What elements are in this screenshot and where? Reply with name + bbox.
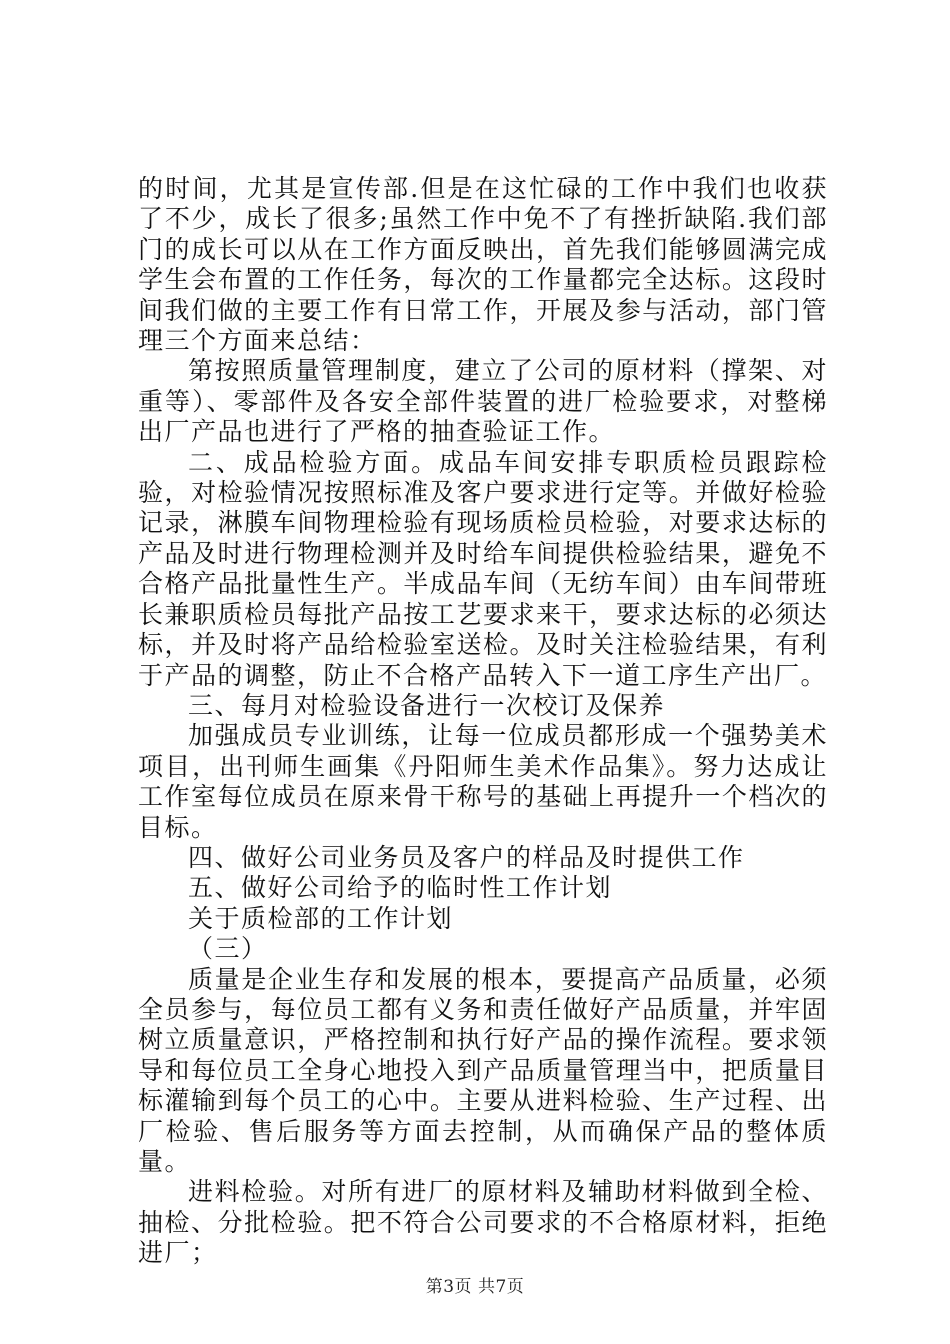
paragraph-9: （三）	[188, 934, 268, 964]
document-body	[138, 174, 828, 1269]
paragraph-5: 加强成员专业训练，让每一位成员都形成一个强势美术项目，出刊师生画集《丹阳师生美术作品集》。努力达成让工作室每位成员在原来骨干称号的基础上再提升一个档次的目标。	[138, 721, 828, 842]
paragraph-10: 质量是企业生存和发展的根本，要提高产品质量，必须全员参与，每位员工都有义务和责任做好产品质量，并牢固树立质量意识，严格控制和执行好产品的操作流程。要求领导和每位员工全身心地投入到产品质量管理当中，把质量目标灌输到每个员工的心中。主要从进料检验、生产过程、出厂检验、售后服务等方面去控制，从而确保产品的整体质量。	[138, 964, 828, 1176]
paragraph-4: 三、每月对检验设备进行一次校订及保养	[188, 690, 666, 720]
page-footer: 第3页 共7页	[425, 1277, 525, 1297]
paragraph-6: 四、做好公司业务员及客户的样品及时提供工作	[188, 842, 745, 872]
paragraph-3: 二、成品检验方面。成品车间安排专职质检员跟踪检验，对检验情况按照标准及客户要求进行定等。并做好检验记录，淋膜车间物理检验有现场质检员检验，对要求达标的产品及时进行物理检测并及时给车间提供检验结果，避免不合格产品批量性生产。半成品车间（无纺车间）由车间带班长兼职质检员每批产品按工艺要求来干，要求达标的必须达标，并及时将产品给检验室送检。及时关注检验结果，有利于产品的调整，防止不合格产品转入下一道工序生产出厂。	[138, 447, 828, 690]
paragraph-7: 五、做好公司给予的临时性工作计划	[188, 873, 613, 903]
paragraph-2: 第按照质量管理制度，建立了公司的原材料（撑架、对重等）、零部件及各安全部件装置的进厂检验要求，对整梯出厂产品也进行了严格的抽查验证工作。	[138, 356, 828, 447]
paragraph-11: 进料检验。对所有进厂的原材料及辅助材料做到全检、抽检、分批检验。把不符合公司要求的不合格原材料，拒绝进厂；	[138, 1177, 828, 1268]
paragraph-8: 关于质检部的工作计划	[188, 903, 454, 933]
paragraph-1: 的时间，尤其是宣传部.但是在这忙碌的工作中我们也收获了不少，成长了很多;虽然工作中免不了有挫折缺陷.我们部门的成长可以从在工作方面反映出，首先我们能够圆满完成学生会布置的工作任务，每次的工作量都完全达标。这段时间我们做的主要工作有日常工作，开展及参与活动，部门管理三个方面来总结：	[138, 174, 828, 356]
